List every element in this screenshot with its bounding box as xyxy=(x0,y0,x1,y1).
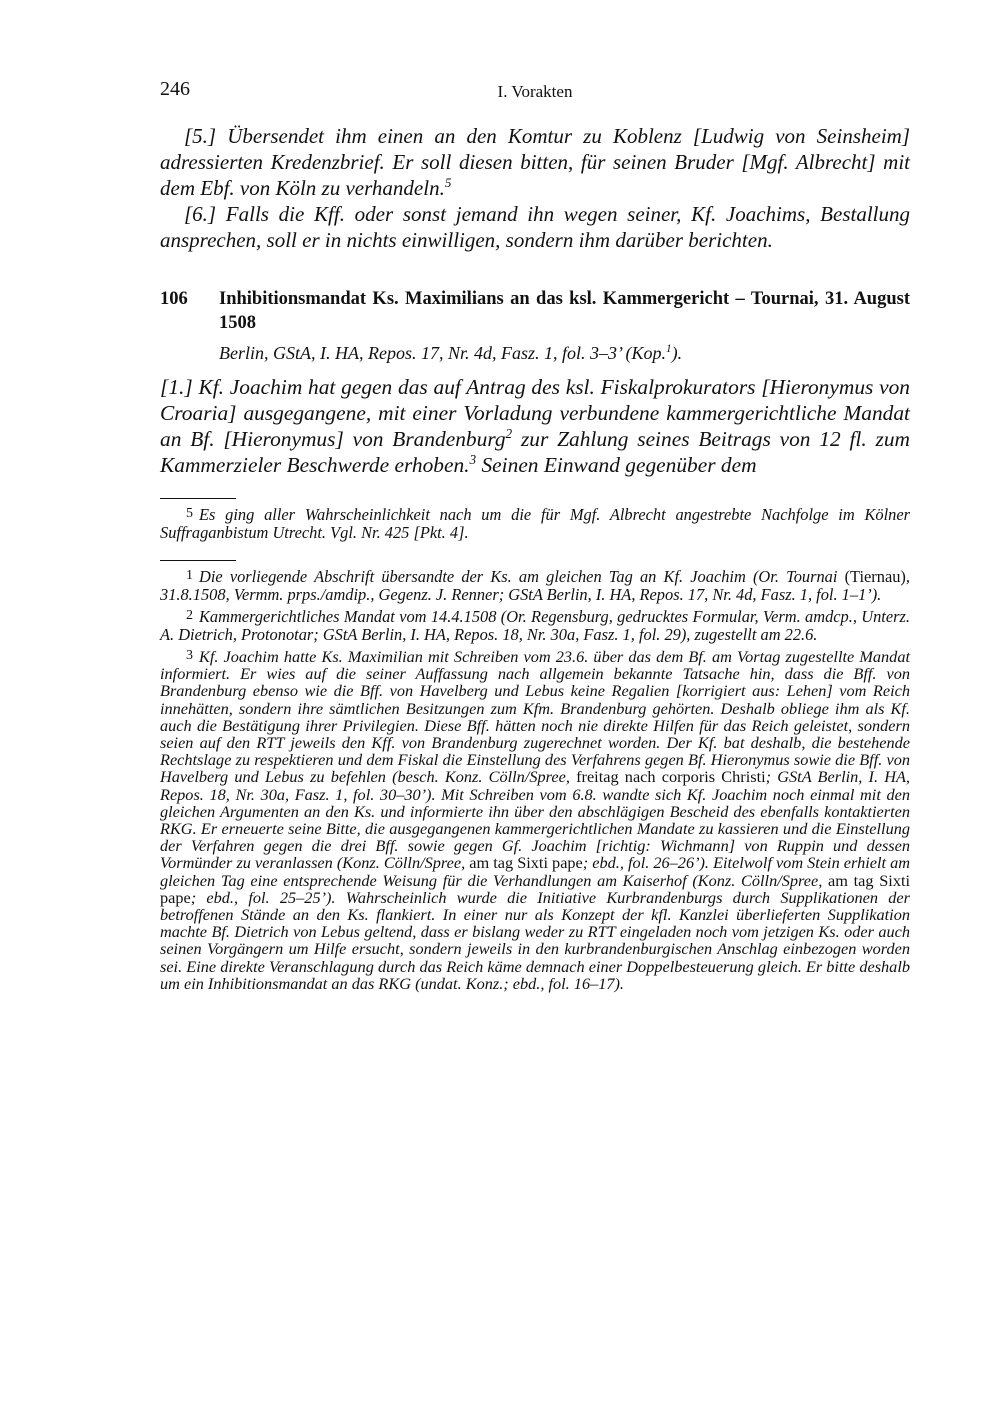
previous-document-text xyxy=(160,123,910,253)
page-number: 246 xyxy=(160,78,190,100)
footnote-ref-2[interactable]: 2 xyxy=(505,425,513,441)
footnote-1: 1 Die vorliegende Abschrift übersandte der Ks. am gleichen Tag an Kf. Joachim (Or. Tournai (Tiernau), 31.8.1508, Vermm. prps./amdip., Gegenz. J. Renner; GStA Berlin, I. HA, Repos. 17, Nr. 4d, Fasz. 1, fol. 1–1’). xyxy=(160,567,910,604)
footnote-rule xyxy=(160,560,236,561)
document-title: Inhibitionsmandat Ks. Maximilians an das ksl. Kammergericht – Tournai, 31. August 1508 xyxy=(219,289,910,333)
page xyxy=(160,78,910,992)
footnote-5: 5 Es ging aller Wahrscheinlichkeit nach um die für Mgf. Albrecht angestrebte Nachfolge im Kölner Suffraganbistum Utrecht. Vgl. Nr. 425 [Pkt. 4]. xyxy=(160,505,910,542)
footnote-ref-3[interactable]: 3 xyxy=(469,451,477,467)
document-body xyxy=(160,374,910,478)
document-number: 106 xyxy=(160,289,188,309)
source-line: Berlin, GStA, I. HA, Repos. 17, Nr. 4d, Fasz. 1, fol. 3–3’ (Kop.$^1$). xyxy=(219,343,683,363)
paragraph-1: [1.] Kf. Joachim hat gegen das auf Antrag des ksl. Fiskalprokurators [Hieronymus von Croaria] ausgegangene, mit einer Vorladung verbundene kammergerichtliche Mandat an Bf. [Hieronymus] von Brandenburg$^2$ zur Zahlung seines Beitrags von 12 fl. zum Kammerzieler Beschwerde erhoben.$^3$ Seinen Einwand gegenüber dem xyxy=(160,375,910,477)
paragraph-6: [6.] Falls die Kff. oder sonst jemand ihn wegen seiner, Kf. Joachims, Bestallung ansprechen, soll er in nichts einwilligen, sondern ihm darüber berichten. xyxy=(160,202,910,252)
paragraph-5: [5.] Übersendet ihm einen an den Komtur zu Koblenz [Ludwig von Seinsheim] adressierten Kredenzbrief. Er soll diesen bitten, für seinen Bruder [Mgf. Albrecht] mit dem Ebf. von Köln zu verhandeln.$^5$ xyxy=(160,124,910,200)
document-heading xyxy=(160,287,910,335)
footnote-3: 3 Kf. Joachim hatte Ks. Maximilian mit Schreiben vom 23.6. über das dem Bf. am Vortag zugestellte Mandat informiert. Er wies auf die seiner Auffassung nach allgemein bekannte Tatsache hin, dass die Bff. von Brandenburg ebenso wie die Bff. von Havelberg und Lebus keine Regalien [korrigiert aus: Lehen] vom Reich innehätten, sondern ihre sämtlichen Besitzungen zum Kfm. Brandenburg gehörten. Deshalb obliege ihm als Kf. auch die Bestätigung ihrer Privilegien. Diese Bff. hätten noch nie direkte Hilfen für das Reich geleistet, sondern seien auf den RTT jeweils den Kff. von Brandenburg zugerechnet worden. Der Kf. bat deshalb, die bestehende Rechtslage zu respektieren und dem Fiskal die Einstellung des Verfahrens gegen Bf. Hieronymus sowie die Bff. von Havelberg und Lebus zu befehlen (besch. Konz. Cölln/Spree, freitag nach corporis Christi; GStA Berlin, I. HA, Repos. 18, Nr. 30a, Fasz. 1, fol. 30–30’). Mit Schreiben vom 6.8. wandte sich Kf. Joachim noch einmal mit den gleichen Argumenten an den Ks. und informierte ihn über den abschlägigen Bescheid des ebenfalls kontaktierten RKG. Er erneuerte seine Bitte, die ausgegangenen kammergerichtlichen Mandate zu kassieren und die Einstellung der Verfahren gegen die drei Bff. sowie gegen Gf. Joachim [richtig: Wichmann] von Ruppin und dessen Vormünder zu veranlassen (Konz. Cölln/Spree, am tag Sixti pape; ebd., fol. 26–26’). Eitelwolf vom Stein erhielt am gleichen Tag eine entsprechende Weisung für die Verhandlungen am Kaiserhof (Konz. Cölln/Spree, am tag Sixti pape; ebd., fol. 25–25’). Wahrscheinlich wurde die Initiative Kurbrandenburgs durch Supplikationen der betroffenen Stände an den Ks. flankiert. In einer nur als Konzept der kfl. Kanzlei überlieferten Supplikation machte Bf. Dietrich von Lebus geltend, dass er bislang weder zu RTT eingeladen noch vom jetzigen Ks. oder auch seinen Vorgängern um Hilfe ersucht, sondern jeweils in den kurbrandenburgischen Anschlag einbezogen worden sei. Eine direkte Veranschlagung durch das Reich käme demnach einer Doppelbesteuerung gleich. Er bitte deshalb um ein Inhibitionsmandat an das RKG (undat. Konz.; ebd., fol. 16–17). xyxy=(160,647,911,993)
footnotes-previous xyxy=(160,498,910,542)
footnote-2: 2 Kammergerichtliches Mandat vom 14.4.1508 (Or. Regensburg, gedrucktes Formular, Verm. amdcp., Unterz. A. Dietrich, Protonotar; GStA Berlin, I. HA, Repos. 18, Nr. 30a, Fasz. 1, fol. 29), zugestellt am 22.6. xyxy=(160,607,910,644)
footnote-rule xyxy=(160,498,236,499)
running-title: I. Vorakten xyxy=(497,82,573,101)
footnote-ref-5[interactable]: 5 xyxy=(444,175,452,190)
footnotes-document xyxy=(160,560,910,992)
running-header xyxy=(160,78,910,106)
footnote-ref-1[interactable]: 1 xyxy=(666,343,672,355)
